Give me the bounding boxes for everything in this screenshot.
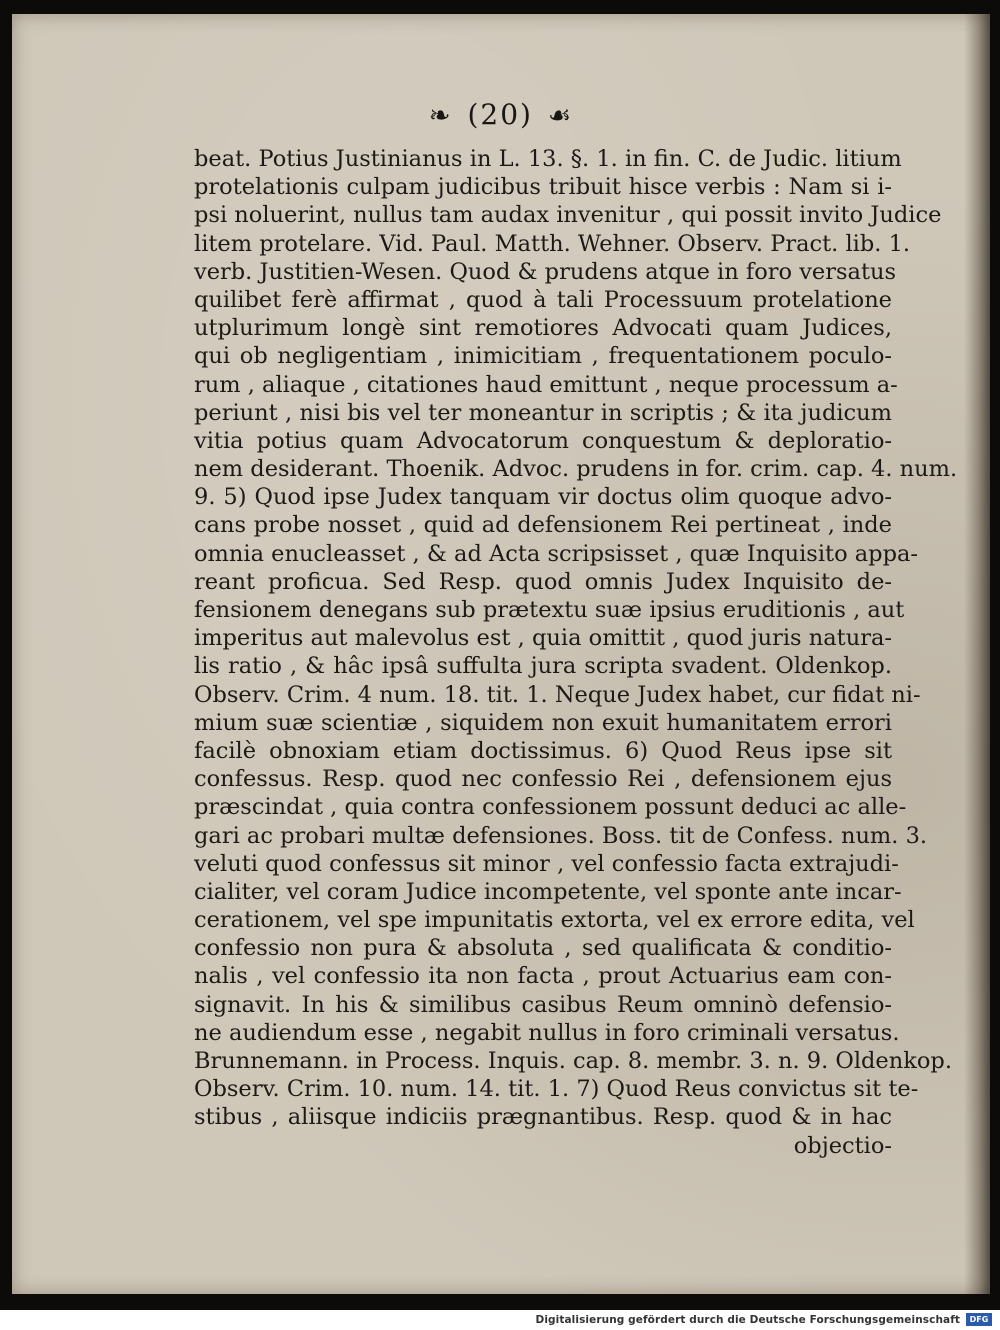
text-line: facilè obnoxiam etiam doctissimus. 6) Quod Reus ipse sit: [194, 737, 892, 764]
text-line: confessio non pura & absoluta , sed qualificata & conditio-: [194, 935, 892, 962]
text-line: Observ. Crim. 10. num. 14. tit. 1. 7) Quod Reus convictus sit te-: [194, 1076, 919, 1103]
text-line: Brunnemann. in Process. Inquis. cap. 8. membr. 3. n. 9. Oldenkop.: [194, 1048, 952, 1074]
text-line: omnia enucleasset , & ad Acta scripsisset , quæ Inquisito appa-: [194, 540, 919, 567]
text-line: periunt , nisi bis vel ter moneantur in scriptis ; & ita judicum: [194, 399, 892, 426]
text-line: cerationem, vel spe impunitatis extorta, vel ex errore edita, vel: [194, 907, 915, 934]
ornament-right-icon: ☙: [547, 101, 574, 131]
text-line: stibus , aliisque indiciis prægnantibus. Resp. quod & in hac: [194, 1104, 892, 1131]
text-line: signavit. In his & similibus casibus Reum omninò defensio-: [194, 991, 892, 1018]
text-line: gari ac probari multæ defensiones. Boss. tit de Confess. num. 3.: [194, 822, 928, 849]
body-text: [194, 145, 958, 1160]
text-line: ne audiendum esse , negabit nullus in foro criminali versatus.: [194, 1019, 900, 1046]
page-header: [12, 98, 990, 131]
text-line: quilibet ferè affirmat , quod à tali Processuum protelatione: [194, 286, 892, 313]
text-line: verb. Justitien-Wesen. Quod & prudens atque in foro versatus: [194, 258, 897, 285]
text-line: cans probe nosset , quid ad defensionem Rei pertineat , inde: [194, 512, 892, 539]
funding-credit: Digitalisierung gefördert durch die Deutsche Forschungsgemeinschaft: [535, 1314, 960, 1326]
text-line: qui ob negligentiam , inimicitiam , frequentationem poculo-: [194, 343, 892, 370]
text-line: psi noluerint, nullus tam audax invenitur , qui possit invito Judice: [194, 202, 942, 229]
text-line: mium suæ scientiæ , siquidem non exuit humanitatem errori: [194, 709, 892, 736]
text-line: litem protelare. Vid. Paul. Matth. Wehner. Observ. Pract. lib. 1.: [194, 230, 911, 257]
ornament-left-icon: ❧: [428, 101, 453, 131]
text-line: rum , aliaque , citationes haud emittunt , neque processum a-: [194, 371, 898, 398]
text-line: cialiter, vel coram Judice incompetente, vel sponte ante incar-: [194, 878, 902, 905]
text-line: protelationis culpam judicibus tribuit hisce verbis : Nam si i-: [194, 174, 892, 201]
text-line: utplurimum longè sint remotiores Advocati quam Judices,: [194, 315, 892, 342]
text-line: Observ. Crim. 4 num. 18. tit. 1. Neque Judex habet, cur fidat ni-: [194, 681, 921, 708]
text-line: imperitus aut malevolus est , quia omittit , quod juris natura-: [194, 625, 892, 652]
page-spine-shadow: [964, 14, 990, 1294]
text-line: 9. 5) Quod ipse Judex tanquam vir doctus olim quoque advo-: [194, 484, 892, 511]
text-line: reant proficua. Sed Resp. quod omnis Judex Inquisito de-: [194, 568, 892, 595]
footer-bar: [0, 1310, 1000, 1330]
book-page: [12, 14, 990, 1294]
text-line: confessus. Resp. quod nec confessio Rei , defensionem ejus: [194, 766, 892, 793]
page-number: (20): [467, 98, 533, 131]
dfg-logo-icon: DFG: [966, 1313, 992, 1326]
text-line: fensionem denegans sub prætextu suæ ipsius eruditionis , aut: [194, 597, 905, 623]
text-line: vitia potius quam Advocatorum conquestum & deploratio-: [194, 427, 892, 454]
text-line: præscindat , quia contra confessionem possunt deduci ac alle-: [194, 794, 907, 821]
text-line: lis ratio , & hâc ipsâ suffulta jura scripta svadent. Oldenkop.: [194, 653, 892, 680]
text-line: nalis , vel confessio ita non facta , prout Actuarius eam con-: [194, 963, 892, 990]
text-line: beat. Potius Justinianus in L. 13. §. 1. in fin. C. de Judic. litium: [194, 146, 902, 172]
catchword: objectio-: [793, 1132, 892, 1159]
text-line: veluti quod confessus sit minor , vel confessio facta extrajudi-: [194, 850, 899, 877]
text-line: nem desiderant. Thoenik. Advoc. prudens in for. crim. cap. 4. num.: [194, 456, 958, 483]
